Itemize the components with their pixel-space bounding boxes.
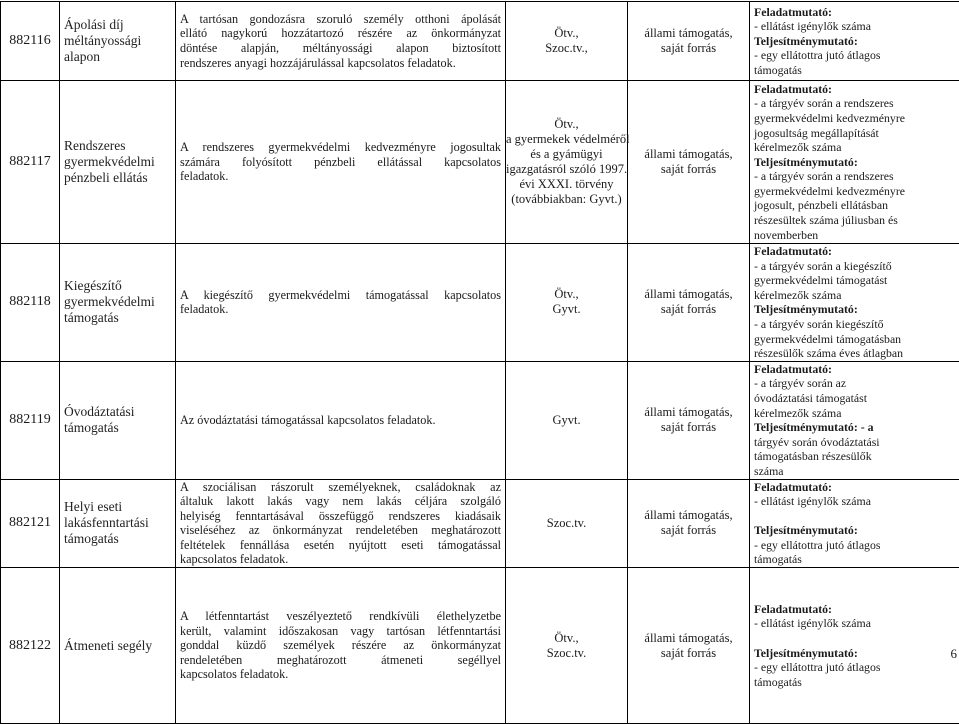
activity-name-line: alapon bbox=[64, 49, 175, 65]
funding-source-line: állami támogatás, bbox=[628, 508, 749, 523]
table-row bbox=[1, 568, 959, 724]
activity-name-line: támogatás bbox=[64, 531, 175, 547]
indicator-line: - a tárgyév során a kiegészítő bbox=[754, 259, 959, 274]
activity-code: 882116 bbox=[1, 2, 60, 81]
description-line: Az óvodáztatási támogatással kapcsolatos feladatok. bbox=[180, 413, 501, 428]
description-line: rendeletében meghatározott átmeneti segéllyel bbox=[180, 653, 501, 668]
indicators bbox=[750, 244, 959, 362]
activity-name-line: méltányossági bbox=[64, 33, 175, 49]
indicator-heading: Feladatmutató: bbox=[754, 480, 959, 495]
description-line: helyiség fenntartásával összefüggő rendszeres kiadásaik bbox=[180, 509, 501, 524]
activity-name bbox=[60, 244, 176, 362]
legal-basis-line: Gyvt. bbox=[506, 302, 627, 317]
indicators bbox=[750, 2, 959, 81]
indicator-line: támogatás bbox=[754, 552, 959, 567]
activity-name bbox=[60, 2, 176, 81]
indicator-heading: Teljesítménymutató: bbox=[754, 646, 959, 661]
description-line: feladatok. bbox=[180, 302, 501, 317]
indicator-line bbox=[754, 631, 959, 646]
funding-source-line: saját forrás bbox=[628, 646, 749, 661]
activity-code: 882122 bbox=[1, 568, 60, 724]
legal-basis-line: Ötv., bbox=[506, 287, 627, 302]
activity-name-line: Átmeneti segély bbox=[64, 638, 175, 654]
activity-code: 882118 bbox=[1, 244, 60, 362]
indicator-line: novemberben bbox=[754, 228, 959, 243]
activity-description bbox=[176, 479, 506, 568]
legal-basis bbox=[506, 568, 628, 724]
legal-basis-line: Ötv., bbox=[506, 26, 627, 41]
description-line: feladatok. bbox=[180, 169, 501, 184]
legal-basis-line: igazgatásról szóló 1997. bbox=[506, 162, 627, 177]
indicator-heading: Teljesítménymutató: - a bbox=[754, 420, 959, 435]
activity-name-line: Ápolási díj bbox=[64, 17, 175, 33]
activity-code: 882119 bbox=[1, 361, 60, 479]
activity-name-line: Helyi eseti bbox=[64, 499, 175, 515]
legal-basis-line: Szoc.tv., bbox=[506, 41, 627, 56]
activity-name-line: Óvodáztatási bbox=[64, 404, 175, 420]
table-row bbox=[1, 361, 959, 479]
funding-source-line: állami támogatás, bbox=[628, 26, 749, 41]
legal-basis bbox=[506, 479, 628, 568]
activity-description bbox=[176, 2, 506, 81]
indicator-line: kérelmezők száma bbox=[754, 140, 959, 155]
indicator-line: - ellátást igénylők száma bbox=[754, 19, 959, 34]
indicator-line: száma bbox=[754, 464, 959, 479]
indicator-line: gyermekvédelmi támogatásban bbox=[754, 332, 959, 347]
funding-source bbox=[628, 361, 750, 479]
indicators bbox=[750, 81, 959, 244]
description-line: A tartósan gondozásra szoruló személy otthoni ápolását bbox=[180, 12, 501, 27]
indicator-line: támogatás bbox=[754, 63, 959, 78]
funding-source bbox=[628, 81, 750, 244]
description-line: viseléséhez az önkormányzat rendeletében meghatározott bbox=[180, 523, 501, 538]
description-line: A rendszeres gyermekvédelmi kedvezményre jogosultak bbox=[180, 140, 501, 155]
indicator-line: támogatásban részesülők bbox=[754, 449, 959, 464]
indicator-line: - a tárgyév során kiegészítő bbox=[754, 317, 959, 332]
funding-source bbox=[628, 479, 750, 568]
indicator-line: kérelmezők száma bbox=[754, 288, 959, 303]
legal-basis-line: a gyermekek védelméről bbox=[506, 132, 627, 147]
indicator-line: - egy ellátottra jutó átlagos bbox=[754, 48, 959, 63]
description-line: gonddal küzdő személyek részére az önkormányzat bbox=[180, 638, 501, 653]
table-row bbox=[1, 2, 959, 81]
legal-basis bbox=[506, 244, 628, 362]
description-line: általuk lakott lakás vagy nem lakás céljára szolgáló bbox=[180, 494, 501, 509]
indicator-line: - a tárgyév során a rendszeres bbox=[754, 169, 959, 184]
description-line: A létfenntartást veszélyeztető rendkívüli élethelyzetbe bbox=[180, 609, 501, 624]
indicator-heading: Feladatmutató: bbox=[754, 82, 959, 97]
activity-description bbox=[176, 244, 506, 362]
legal-basis-line: Ötv., bbox=[506, 117, 627, 132]
indicators bbox=[750, 361, 959, 479]
table-row bbox=[1, 479, 959, 568]
description-line: számára folyósított pénzbeli ellátással kapcsolatos bbox=[180, 155, 501, 170]
indicator-heading: Feladatmutató: bbox=[754, 362, 959, 377]
funding-source-line: állami támogatás, bbox=[628, 631, 749, 646]
description-line: A kiegészítő gyermekvédelmi támogatással kapcsolatos bbox=[180, 288, 501, 303]
description-line: A szociálisan rászorult személyeknek, családoknak az bbox=[180, 480, 501, 495]
table-row bbox=[1, 244, 959, 362]
indicator-heading: Feladatmutató: bbox=[754, 244, 959, 259]
indicator-line: jogosultság megállapítását bbox=[754, 126, 959, 141]
funding-source-line: saját forrás bbox=[628, 523, 749, 538]
indicator-line: jogosult, pénzbeli ellátásban bbox=[754, 198, 959, 213]
indicator-heading: Teljesítménymutató: bbox=[754, 155, 959, 170]
activity-code: 882117 bbox=[1, 81, 60, 244]
legal-basis bbox=[506, 81, 628, 244]
funding-source bbox=[628, 2, 750, 81]
funding-source-line: állami támogatás, bbox=[628, 405, 749, 420]
funding-source-line: saját forrás bbox=[628, 302, 749, 317]
page-number: 6 bbox=[951, 646, 958, 662]
indicator-heading: Feladatmutató: bbox=[754, 5, 959, 20]
indicator-line: tárgyév során óvodáztatási bbox=[754, 435, 959, 450]
table-row bbox=[1, 81, 959, 244]
activity-name bbox=[60, 568, 176, 724]
activity-name-line: támogatás bbox=[64, 310, 175, 326]
indicator-heading: Feladatmutató: bbox=[754, 602, 959, 617]
indicator-line: támogatás bbox=[754, 675, 959, 690]
legal-basis-line: Gyvt. bbox=[506, 413, 627, 428]
legal-basis-line: évi XXXI. törvény bbox=[506, 177, 627, 192]
legal-basis-line: (továbbiakban: Gyvt.) bbox=[506, 192, 627, 207]
funding-source-line: saját forrás bbox=[628, 41, 749, 56]
activity-name-line: támogatás bbox=[64, 420, 175, 436]
activity-name bbox=[60, 361, 176, 479]
activity-name bbox=[60, 81, 176, 244]
activity-name-line: pénzbeli ellátás bbox=[64, 170, 175, 186]
activity-name-line: Rendszeres bbox=[64, 138, 175, 154]
activity-description bbox=[176, 568, 506, 724]
description-line: kapcsolatos feladatok. bbox=[180, 552, 501, 567]
legal-basis bbox=[506, 2, 628, 81]
funding-source-line: állami támogatás, bbox=[628, 147, 749, 162]
indicator-line: gyermekvédelmi kedvezményre bbox=[754, 111, 959, 126]
funding-source bbox=[628, 244, 750, 362]
funding-source-line: állami támogatás, bbox=[628, 287, 749, 302]
description-line: kapcsolatos feladatok. bbox=[180, 667, 501, 682]
indicator-line: kérelmezők száma bbox=[754, 406, 959, 421]
indicator-line: részesülők száma éves átlagban bbox=[754, 346, 959, 361]
indicators bbox=[750, 568, 959, 724]
indicator-heading: Teljesítménymutató: bbox=[754, 34, 959, 49]
indicator-line bbox=[754, 509, 959, 524]
indicator-line: óvodáztatási támogatást bbox=[754, 391, 959, 406]
description-line: döntése alapján, méltányossági alapon biztosított bbox=[180, 41, 501, 56]
description-line: rendszeres anyagi hozzájárulással kapcsolatos feladatok. bbox=[180, 56, 501, 71]
activity-code: 882121 bbox=[1, 479, 60, 568]
document-table bbox=[0, 1, 959, 724]
indicator-line: gyermekvédelmi kedvezményre bbox=[754, 184, 959, 199]
indicator-line: - egy ellátottra jutó átlagos bbox=[754, 660, 959, 675]
activity-description bbox=[176, 81, 506, 244]
funding-source bbox=[628, 568, 750, 724]
activity-description bbox=[176, 361, 506, 479]
legal-basis bbox=[506, 361, 628, 479]
funding-source-line: saját forrás bbox=[628, 162, 749, 177]
indicator-heading: Teljesítménymutató: bbox=[754, 523, 959, 538]
description-line: feltételek fennállása esetén nyújtott eseti támogatással bbox=[180, 538, 501, 553]
legal-basis-line: Ötv., bbox=[506, 631, 627, 646]
indicator-line: - ellátást igénylők száma bbox=[754, 494, 959, 509]
activity-name-line: lakásfenntartási bbox=[64, 515, 175, 531]
indicator-line: - egy ellátottra jutó átlagos bbox=[754, 538, 959, 553]
description-line: ellátó nagykorú hozzátartozó részére az önkormányzat bbox=[180, 26, 501, 41]
indicators bbox=[750, 479, 959, 568]
activity-name-line: gyermekvédelmi bbox=[64, 294, 175, 310]
indicator-line: - a tárgyév során a rendszeres bbox=[754, 96, 959, 111]
legal-basis-line: és a gyámügyi bbox=[506, 147, 627, 162]
indicator-line: - ellátást igénylők száma bbox=[754, 616, 959, 631]
indicator-line: részesültek száma júliusban és bbox=[754, 213, 959, 228]
indicator-line: gyermekvédelmi támogatást bbox=[754, 273, 959, 288]
indicator-heading: Teljesítménymutató: bbox=[754, 302, 959, 317]
legal-basis-line: Szoc.tv. bbox=[506, 516, 627, 531]
description-line: került, valamint időszakosan vagy tartósan létfenntartási bbox=[180, 624, 501, 639]
funding-source-line: saját forrás bbox=[628, 420, 749, 435]
activity-name bbox=[60, 479, 176, 568]
indicator-line: - a tárgyév során az bbox=[754, 376, 959, 391]
legal-basis-line: Szoc.tv. bbox=[506, 646, 627, 661]
activity-name-line: gyermekvédelmi bbox=[64, 154, 175, 170]
activity-name-line: Kiegészítő bbox=[64, 278, 175, 294]
